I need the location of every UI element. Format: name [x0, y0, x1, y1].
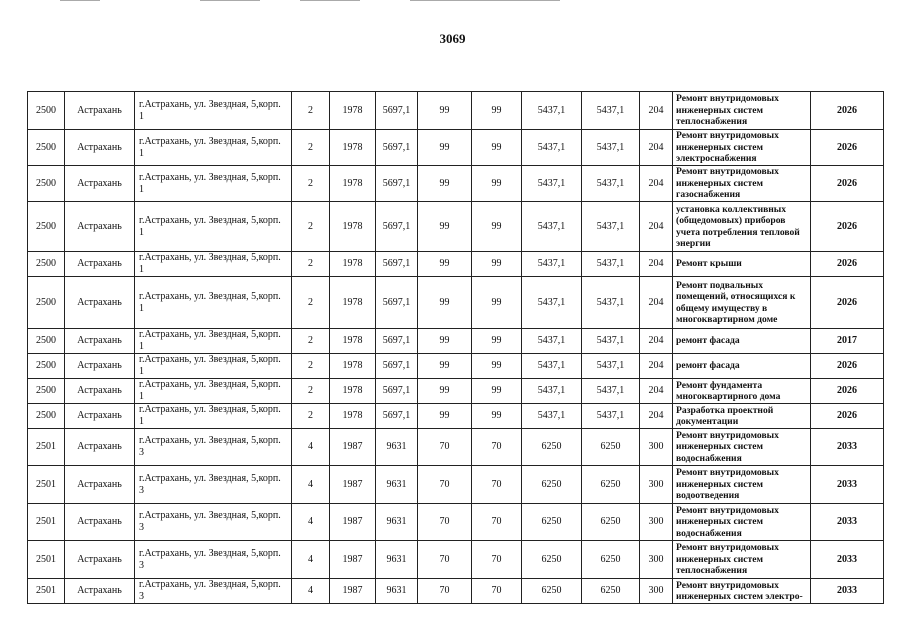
area-cell: 5437,1 [582, 166, 640, 202]
wear-cell: 99 [472, 252, 522, 277]
total-area-cell: 9631 [376, 466, 418, 504]
address-cell: г.Астрахань, ул. Звездная, 5,корп. 1 [135, 130, 292, 166]
table-row [28, 252, 884, 277]
total-area-cell: 5697,1 [376, 354, 418, 379]
address-cell: г.Астрахань, ул. Звездная, 5,корп. 3 [135, 579, 292, 604]
table-row [28, 504, 884, 541]
address-cell: г.Астрахань, ул. Звездная, 5,корп. 1 [135, 92, 292, 130]
area-cell: 5437,1 [582, 277, 640, 329]
area-cell: 6250 [522, 466, 582, 504]
residents-cell: 204 [640, 130, 673, 166]
work-type-cell: ремонт фасада [673, 329, 811, 354]
residents-cell: 204 [640, 354, 673, 379]
address-cell: г.Астрахань, ул. Звездная, 5,корп. 1 [135, 404, 292, 429]
city-cell: Астрахань [65, 429, 135, 466]
planned-year-cell: 2026 [811, 166, 884, 202]
address-cell: г.Астрахань, ул. Звездная, 5,корп. 1 [135, 166, 292, 202]
city-cell: Астрахань [65, 466, 135, 504]
row-number-cell: 2500 [28, 277, 65, 329]
floors-cell: 2 [292, 166, 330, 202]
wear-cell: 99 [418, 354, 472, 379]
year-built-cell: 1978 [330, 202, 376, 252]
total-area-cell: 5697,1 [376, 166, 418, 202]
row-number-cell: 2500 [28, 252, 65, 277]
floors-cell: 2 [292, 404, 330, 429]
residents-cell: 204 [640, 252, 673, 277]
floors-cell: 4 [292, 504, 330, 541]
area-cell: 6250 [522, 429, 582, 466]
total-area-cell: 5697,1 [376, 202, 418, 252]
table-row [28, 166, 884, 202]
year-built-cell: 1987 [330, 429, 376, 466]
table-body [28, 92, 884, 604]
address-cell: г.Астрахань, ул. Звездная, 5,корп. 1 [135, 202, 292, 252]
residents-cell: 204 [640, 202, 673, 252]
table-row [28, 329, 884, 354]
city-cell: Астрахань [65, 541, 135, 579]
residents-cell: 300 [640, 541, 673, 579]
total-area-cell: 9631 [376, 579, 418, 604]
wear-cell: 99 [418, 404, 472, 429]
total-area-cell: 5697,1 [376, 92, 418, 130]
area-cell: 5437,1 [522, 277, 582, 329]
address-cell: г.Астрахань, ул. Звездная, 5,корп. 1 [135, 252, 292, 277]
table-row [28, 277, 884, 329]
wear-cell: 99 [472, 329, 522, 354]
city-cell: Астрахань [65, 329, 135, 354]
table-row [28, 429, 884, 466]
city-cell: Астрахань [65, 404, 135, 429]
floors-cell: 2 [292, 202, 330, 252]
table-row [28, 130, 884, 166]
work-type-cell: Ремонт внутридомовых инженерных систем теплоснабжения [673, 541, 811, 579]
work-type-cell: Ремонт фундамента многоквартирного дома [673, 379, 811, 404]
area-cell: 6250 [582, 504, 640, 541]
row-number-cell: 2501 [28, 541, 65, 579]
wear-cell: 99 [418, 202, 472, 252]
address-cell: г.Астрахань, ул. Звездная, 5,корп. 1 [135, 379, 292, 404]
scan-artifact [300, 0, 360, 1]
planned-year-cell: 2017 [811, 329, 884, 354]
wear-cell: 70 [472, 429, 522, 466]
residents-cell: 204 [640, 92, 673, 130]
area-cell: 6250 [582, 541, 640, 579]
year-built-cell: 1978 [330, 277, 376, 329]
residents-cell: 300 [640, 504, 673, 541]
city-cell: Астрахань [65, 379, 135, 404]
residents-cell: 204 [640, 329, 673, 354]
row-number-cell: 2500 [28, 404, 65, 429]
work-type-cell: Ремонт внутридомовых инженерных систем водоснабжения [673, 504, 811, 541]
residents-cell: 300 [640, 466, 673, 504]
row-number-cell: 2500 [28, 354, 65, 379]
work-type-cell: ремонт фасада [673, 354, 811, 379]
planned-year-cell: 2026 [811, 277, 884, 329]
city-cell: Астрахань [65, 202, 135, 252]
floors-cell: 2 [292, 379, 330, 404]
table-row [28, 404, 884, 429]
work-type-cell: Ремонт подвальных помещений, относящихся к общему имуществу в многоквартирном доме [673, 277, 811, 329]
area-cell: 6250 [582, 579, 640, 604]
wear-cell: 99 [472, 354, 522, 379]
work-type-cell: Разработка проектной документации [673, 404, 811, 429]
planned-year-cell: 2026 [811, 202, 884, 252]
city-cell: Астрахань [65, 92, 135, 130]
table-row [28, 202, 884, 252]
planned-year-cell: 2033 [811, 429, 884, 466]
area-cell: 5437,1 [522, 92, 582, 130]
row-number-cell: 2501 [28, 466, 65, 504]
scan-artifact [60, 0, 100, 1]
wear-cell: 70 [472, 466, 522, 504]
wear-cell: 99 [472, 92, 522, 130]
year-built-cell: 1987 [330, 579, 376, 604]
year-built-cell: 1978 [330, 404, 376, 429]
year-built-cell: 1987 [330, 466, 376, 504]
year-built-cell: 1978 [330, 130, 376, 166]
area-cell: 5437,1 [522, 130, 582, 166]
year-built-cell: 1978 [330, 92, 376, 130]
floors-cell: 2 [292, 277, 330, 329]
year-built-cell: 1978 [330, 166, 376, 202]
address-cell: г.Астрахань, ул. Звездная, 5,корп. 3 [135, 504, 292, 541]
scan-artifact [410, 0, 560, 1]
row-number-cell: 2500 [28, 329, 65, 354]
area-cell: 5437,1 [582, 252, 640, 277]
work-type-cell: Ремонт внутридомовых инженерных систем газоснабжения [673, 166, 811, 202]
table-row [28, 379, 884, 404]
wear-cell: 70 [418, 429, 472, 466]
row-number-cell: 2500 [28, 130, 65, 166]
wear-cell: 70 [472, 579, 522, 604]
city-cell: Астрахань [65, 579, 135, 604]
wear-cell: 99 [472, 166, 522, 202]
planned-year-cell: 2026 [811, 130, 884, 166]
total-area-cell: 9631 [376, 504, 418, 541]
area-cell: 5437,1 [582, 354, 640, 379]
work-type-cell: установка коллективных (общедомовых) приборов учета потребления тепловой энергии [673, 202, 811, 252]
city-cell: Астрахань [65, 504, 135, 541]
city-cell: Астрахань [65, 354, 135, 379]
area-cell: 5437,1 [522, 329, 582, 354]
planned-year-cell: 2026 [811, 354, 884, 379]
area-cell: 5437,1 [522, 354, 582, 379]
area-cell: 6250 [522, 504, 582, 541]
city-cell: Астрахань [65, 130, 135, 166]
address-cell: г.Астрахань, ул. Звездная, 5,корп. 1 [135, 354, 292, 379]
planned-year-cell: 2033 [811, 579, 884, 604]
row-number-cell: 2500 [28, 202, 65, 252]
year-built-cell: 1987 [330, 541, 376, 579]
residents-cell: 204 [640, 277, 673, 329]
area-cell: 5437,1 [522, 404, 582, 429]
total-area-cell: 5697,1 [376, 277, 418, 329]
row-number-cell: 2501 [28, 579, 65, 604]
floors-cell: 2 [292, 329, 330, 354]
year-built-cell: 1978 [330, 354, 376, 379]
floors-cell: 4 [292, 541, 330, 579]
planned-year-cell: 2033 [811, 504, 884, 541]
floors-cell: 2 [292, 354, 330, 379]
area-cell: 6250 [522, 541, 582, 579]
area-cell: 5437,1 [582, 329, 640, 354]
work-type-cell: Ремонт внутридомовых инженерных систем водоотведения [673, 466, 811, 504]
wear-cell: 99 [418, 166, 472, 202]
address-cell: г.Астрахань, ул. Звездная, 5,корп. 3 [135, 429, 292, 466]
wear-cell: 99 [418, 130, 472, 166]
total-area-cell: 5697,1 [376, 252, 418, 277]
planned-year-cell: 2026 [811, 404, 884, 429]
wear-cell: 99 [418, 252, 472, 277]
area-cell: 5437,1 [522, 252, 582, 277]
floors-cell: 2 [292, 92, 330, 130]
wear-cell: 99 [472, 130, 522, 166]
wear-cell: 99 [472, 404, 522, 429]
row-number-cell: 2500 [28, 92, 65, 130]
wear-cell: 70 [418, 504, 472, 541]
total-area-cell: 5697,1 [376, 404, 418, 429]
planned-year-cell: 2033 [811, 466, 884, 504]
row-number-cell: 2500 [28, 379, 65, 404]
wear-cell: 70 [418, 466, 472, 504]
area-cell: 5437,1 [522, 202, 582, 252]
table-row [28, 354, 884, 379]
work-type-cell: Ремонт внутридомовых инженерных систем водоснабжения [673, 429, 811, 466]
residents-cell: 300 [640, 429, 673, 466]
table-row [28, 541, 884, 579]
city-cell: Астрахань [65, 166, 135, 202]
work-type-cell: Ремонт внутридомовых инженерных систем электро- [673, 579, 811, 604]
work-type-cell: Ремонт внутридомовых инженерных систем электроснабжения [673, 130, 811, 166]
wear-cell: 99 [472, 379, 522, 404]
area-cell: 5437,1 [522, 166, 582, 202]
area-cell: 5437,1 [582, 92, 640, 130]
row-number-cell: 2501 [28, 429, 65, 466]
residents-cell: 300 [640, 579, 673, 604]
total-area-cell: 5697,1 [376, 329, 418, 354]
area-cell: 5437,1 [582, 379, 640, 404]
floors-cell: 4 [292, 429, 330, 466]
residents-cell: 204 [640, 379, 673, 404]
city-cell: Астрахань [65, 252, 135, 277]
area-cell: 6250 [522, 579, 582, 604]
repair-program-table [27, 91, 884, 604]
wear-cell: 70 [418, 579, 472, 604]
total-area-cell: 5697,1 [376, 130, 418, 166]
year-built-cell: 1987 [330, 504, 376, 541]
residents-cell: 204 [640, 404, 673, 429]
total-area-cell: 9631 [376, 541, 418, 579]
area-cell: 5437,1 [582, 202, 640, 252]
address-cell: г.Астрахань, ул. Звездная, 5,корп. 1 [135, 277, 292, 329]
table-row [28, 92, 884, 130]
year-built-cell: 1978 [330, 379, 376, 404]
floors-cell: 4 [292, 466, 330, 504]
wear-cell: 99 [472, 277, 522, 329]
residents-cell: 204 [640, 166, 673, 202]
wear-cell: 70 [472, 541, 522, 579]
row-number-cell: 2500 [28, 166, 65, 202]
table-row [28, 579, 884, 604]
planned-year-cell: 2033 [811, 541, 884, 579]
planned-year-cell: 2026 [811, 379, 884, 404]
page-number: 3069 [439, 31, 466, 46]
city-cell: Астрахань [65, 277, 135, 329]
row-number-cell: 2501 [28, 504, 65, 541]
area-cell: 5437,1 [582, 404, 640, 429]
total-area-cell: 5697,1 [376, 379, 418, 404]
wear-cell: 99 [472, 202, 522, 252]
area-cell: 5437,1 [522, 379, 582, 404]
wear-cell: 70 [472, 504, 522, 541]
address-cell: г.Астрахань, ул. Звездная, 5,корп. 1 [135, 329, 292, 354]
wear-cell: 99 [418, 329, 472, 354]
total-area-cell: 9631 [376, 429, 418, 466]
work-type-cell: Ремонт внутридомовых инженерных систем теплоснабжения [673, 92, 811, 130]
address-cell: г.Астрахань, ул. Звездная, 5,корп. 3 [135, 541, 292, 579]
floors-cell: 4 [292, 579, 330, 604]
scan-artifact [200, 0, 260, 1]
area-cell: 6250 [582, 466, 640, 504]
area-cell: 5437,1 [582, 130, 640, 166]
table-row [28, 466, 884, 504]
address-cell: г.Астрахань, ул. Звездная, 5,корп. 3 [135, 466, 292, 504]
wear-cell: 99 [418, 92, 472, 130]
wear-cell: 99 [418, 379, 472, 404]
wear-cell: 70 [418, 541, 472, 579]
wear-cell: 99 [418, 277, 472, 329]
planned-year-cell: 2026 [811, 92, 884, 130]
year-built-cell: 1978 [330, 252, 376, 277]
work-type-cell: Ремонт крыши [673, 252, 811, 277]
floors-cell: 2 [292, 130, 330, 166]
planned-year-cell: 2026 [811, 252, 884, 277]
year-built-cell: 1978 [330, 329, 376, 354]
floors-cell: 2 [292, 252, 330, 277]
area-cell: 6250 [582, 429, 640, 466]
